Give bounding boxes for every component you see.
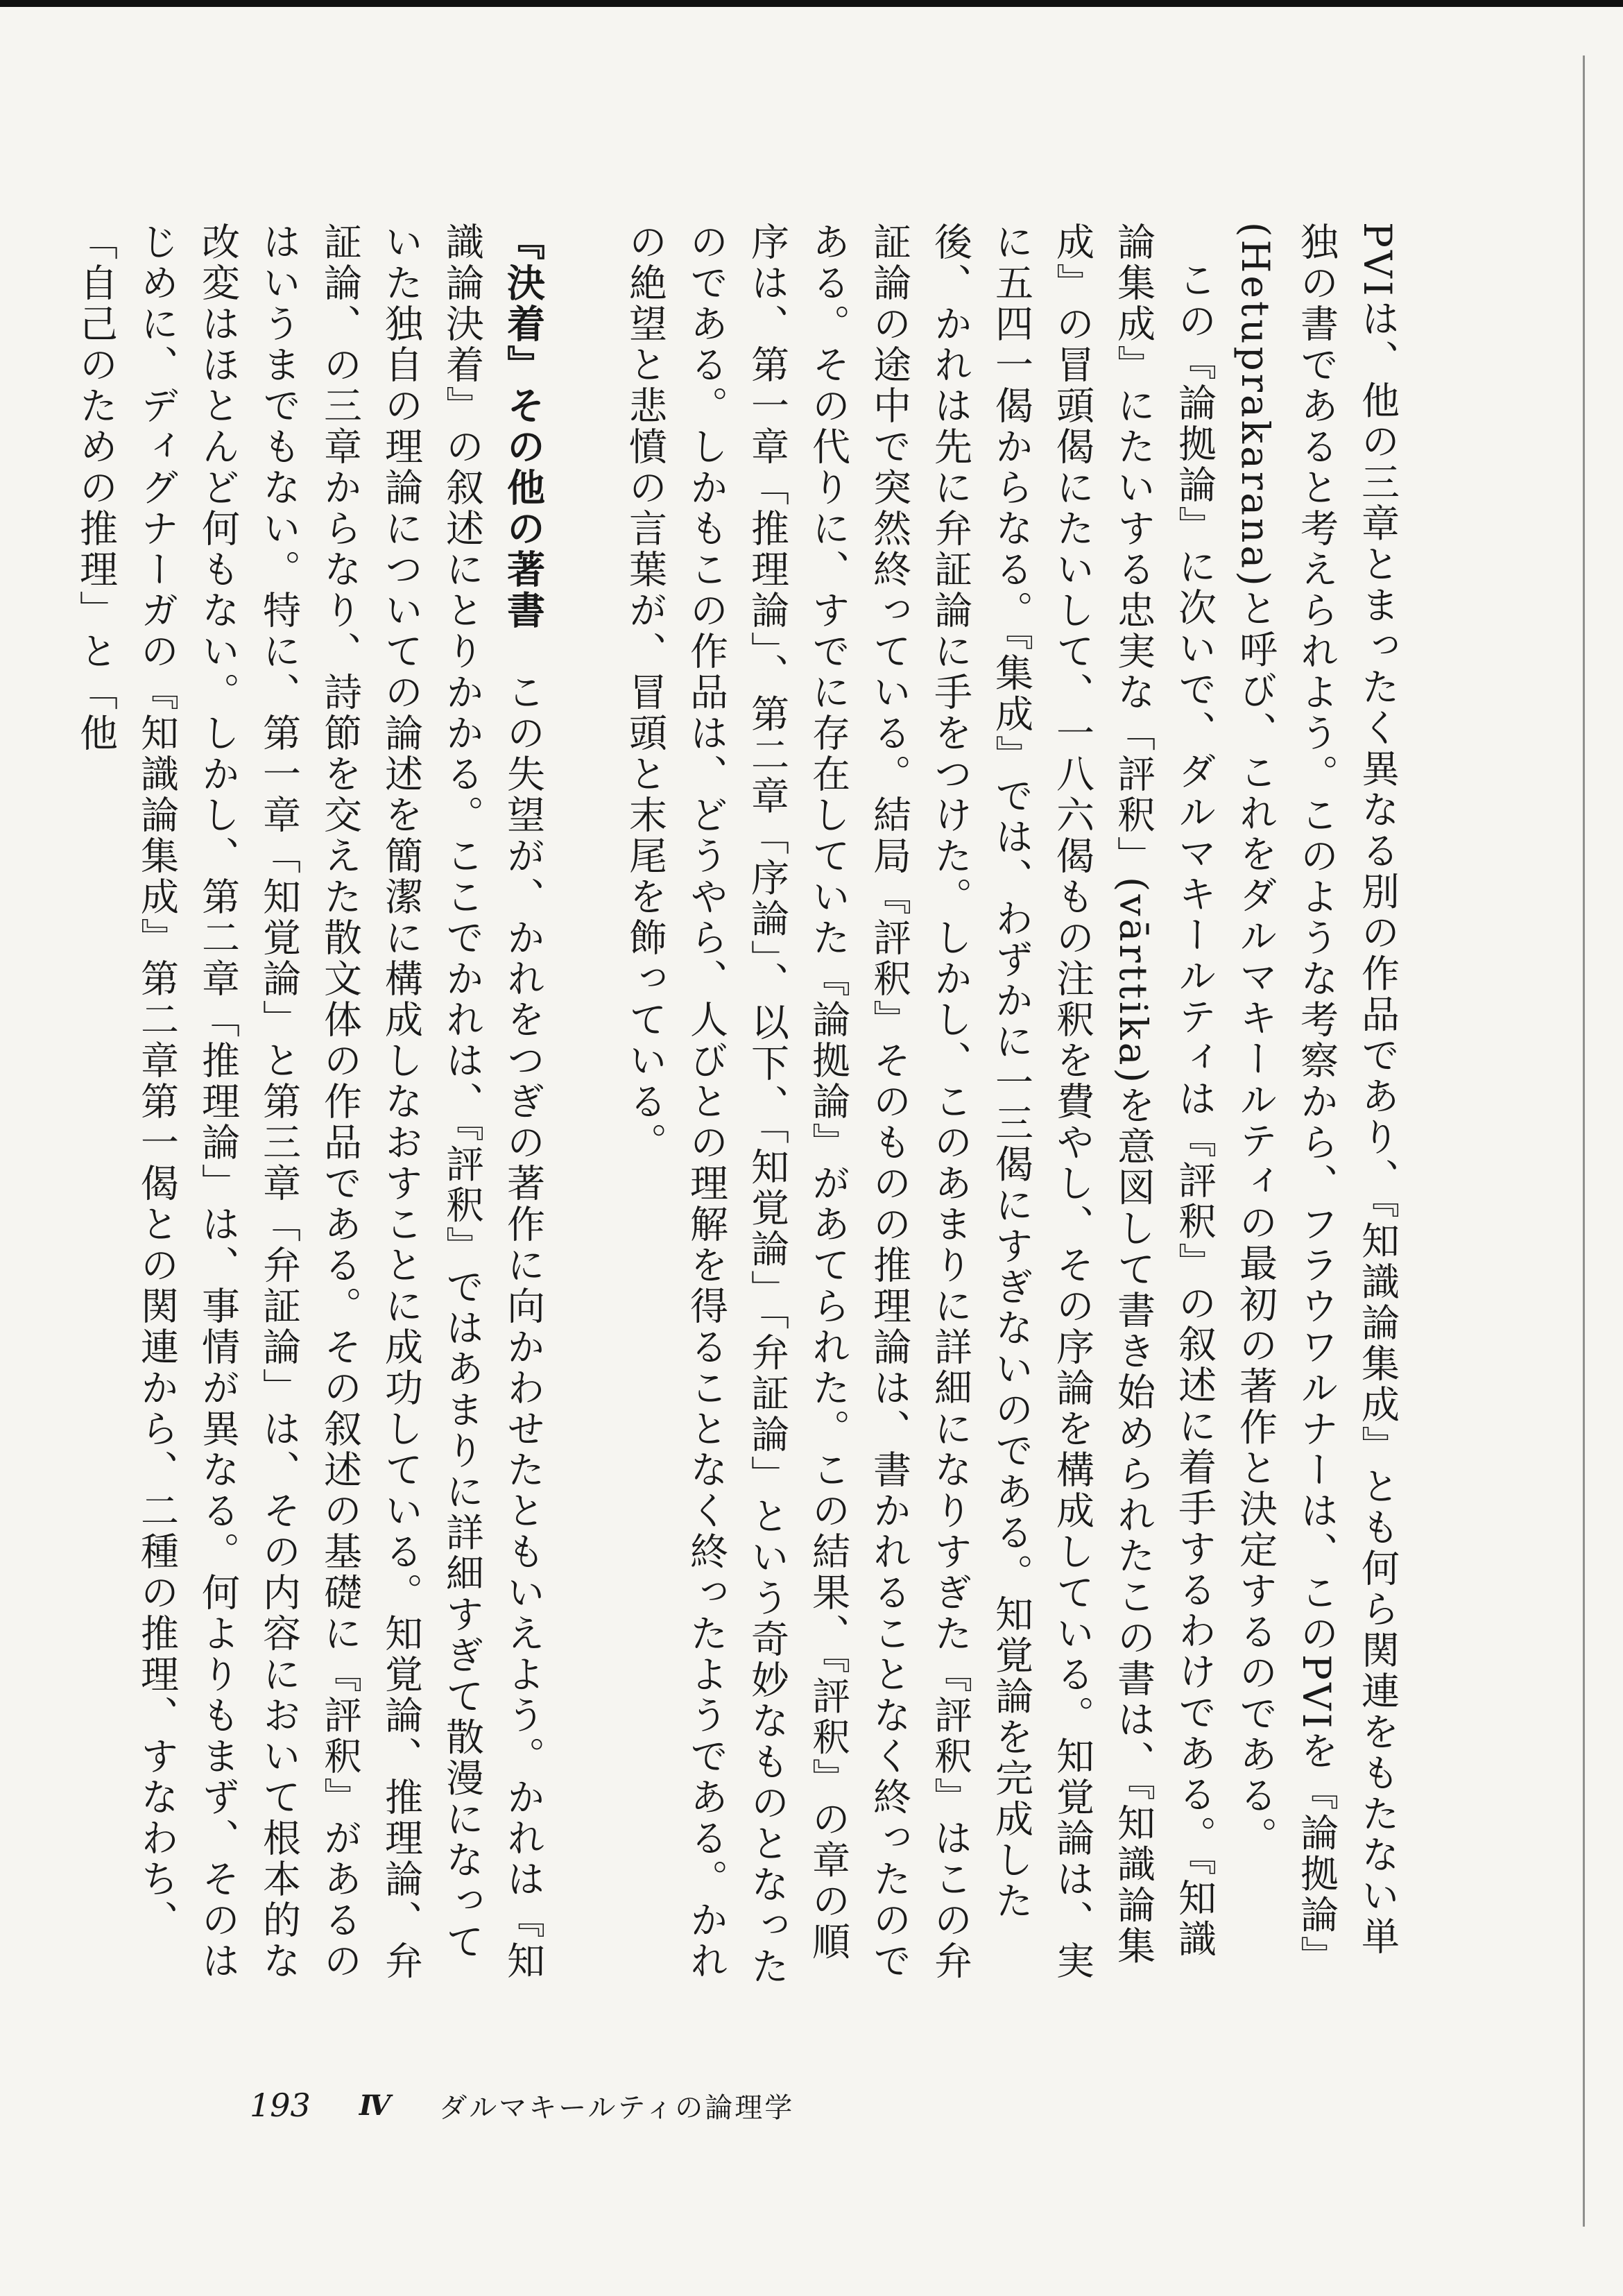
- paragraph-1: PVIは、他の三章とまったく異なる別の作品であり、『知識論集成』とも何ら関連をもたない単独の書であると考えられよう。このような考察から、フラウワルナーは、このPVIを『論拠論』(Hetuprakarana)と呼び、これをダルマキールティの最初の著作と決定するのである。: [1233, 222, 1400, 1977]
- paragraph-2: この『論拠論』に次いで、ダルマキールティは『評釈』の叙述に着手するわけである。『知識論集成』にたいする忠実な「評釈」(vārttika)を意図して書き始められたこの書は、『知識論集成』の冒頭偈にたいして、一八六偈もの注釈を費やし、その序論を構成している。知覚論は、実に五四一偈からなる。『集成』では、わずかに一三偈にすぎないのである。知覚論を完成した後、かれは先に弁証論に手をつけた。しかし、このあまりに詳細になりすぎた『評釈』はこの弁証論の途中で突然終っている。結局『評釈』そのものの推理論は、書かれることなく終ったのである。その代りに、すでに存在していた『論拠論』があてられた。この結果、『評釈』の章の順序は、第一章「推理論」、第二章「序論」、以下、「知覚論」「弁証論」という奇妙なものとなったのである。しかもこの作品は、どうやら、人びとの理解を得ることなく終ったようである。かれの絶望と悲憤の言葉が、冒頭と末尾を飾っている。: [623, 222, 1217, 1987]
- chapter-number: Ⅳ: [359, 2089, 391, 2122]
- paragraph-3: この失望が、かれをつぎの著作に向かわせたともいえよう。かれは『知識論決着』の叙述にとりかかる。ここでかれは、『評釈』ではあまりに詳細すぎて散漫になっていた独自の理論についての論述を簡潔に構成しなおすことに成功している。知覚論、推理論、弁証論、の三章からなり、詩節を交えた散文体の作品である。その叙述の基礎に『評釈』があるのはいうまでもない。特に、第一章「知覚論」と第三章「弁証論」は、その内容において根本的な改変はほとんど何もない。しかし、第二章「推理論」は、事情が異なる。何よりもまず、そのはじめに、ディグナーガの『知識論集成』第二章第一偈との関連から、二種の推理、すなわち、「自己のための推理」と「他: [74, 222, 545, 1982]
- running-title: ダルマキールティの論理学: [439, 2091, 795, 2124]
- page-number: 193: [250, 2087, 311, 2124]
- page-footer: [250, 2081, 794, 2130]
- vertical-body-text: [74, 222, 1408, 1998]
- top-border-rule: [0, 0, 1623, 7]
- page-edge-line: [1583, 55, 1585, 2227]
- section-heading: 『決着』その他の著書: [501, 222, 545, 631]
